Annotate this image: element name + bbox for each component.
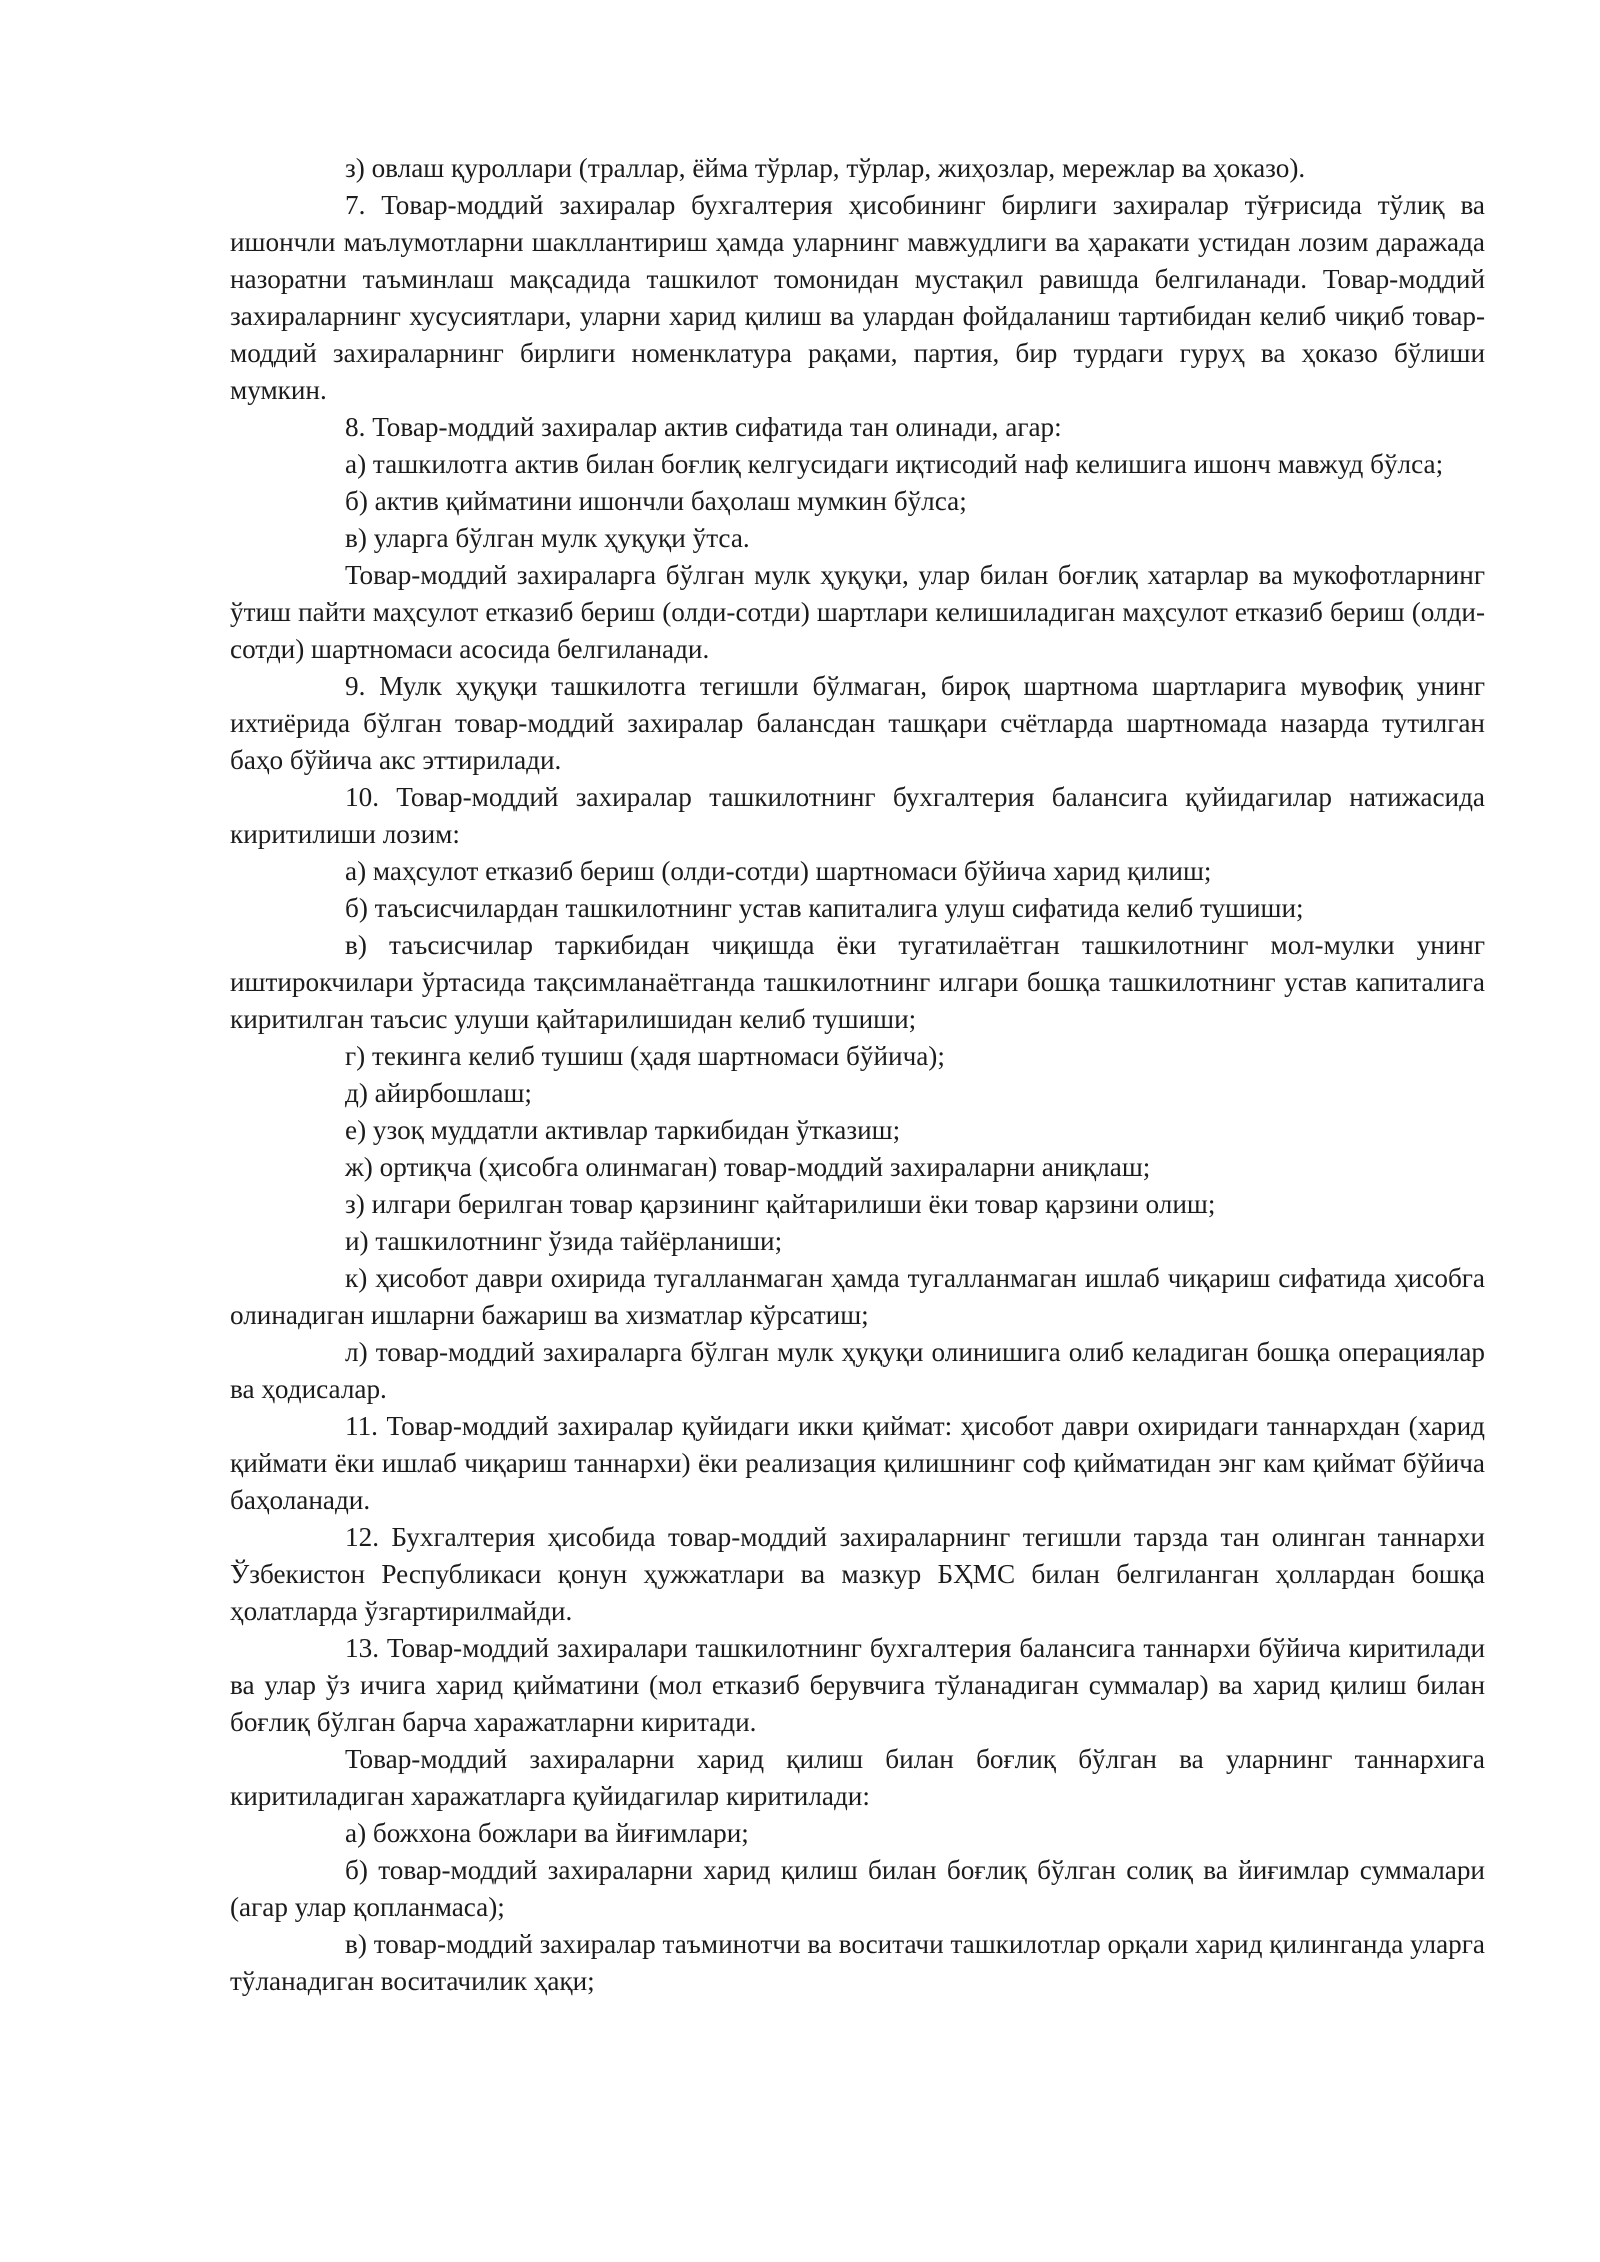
list-item-z-fishing-tools: з) овлаш қуроллари (траллар, ёйма тўрлар, тўрлар, жиҳозлар, мережлар ва ҳоказо). bbox=[345, 153, 1306, 183]
section-10-item-zh: ж) ортиқча (ҳисобга олинмаган) товар-моддий захираларни аниқлаш; bbox=[345, 1152, 1151, 1182]
section-13-paragraph: 13. Товар-моддий захиралари ташкилотнинг бухгалтерия балансига таннархи бўйича киритилади ва улар ўз ичига харид қийматини (мол етказиб берувчига тўланадиган суммалар) ва харид қилиш билан боғлиқ бўлган барча харажатларни киритади. bbox=[230, 1633, 1485, 1737]
section-10-item-z: з) илгари берилган товар қарзининг қайтарилиши ёки товар қарзини олиш; bbox=[345, 1189, 1216, 1219]
section-13-item-a: а) божхона божлари ва йиғимлари; bbox=[345, 1818, 749, 1848]
section-10-item-l: л) товар-моддий захираларга бўлган мулк ҳуқуқи олинишига олиб келадиган бошқа операциялар ва ҳодисалар. bbox=[230, 1337, 1485, 1404]
section-9-paragraph: 9. Мулк ҳуқуқи ташкилотга тегишли бўлмаган, бироқ шартнома шартларига мувофиқ унинг ихтиёрида бўлган товар-моддий захиралар балансдан ташқари счётларда шартномада назарда тутилган баҳо бўйича акс эттирилади. bbox=[230, 671, 1485, 775]
section-10-item-a: а) маҳсулот етказиб бериш (олди-сотди) шартномаси бўйича харид қилиш; bbox=[345, 856, 1212, 886]
section-10-paragraph: 10. Товар-моддий захиралар ташкилотнинг бухгалтерия балансига қуйидагилар натижасида киритилиши лозим: bbox=[230, 782, 1485, 849]
section-8-item-a: а) ташкилотга актив билан боғлиқ келгусидаги иқтисодий наф келишига ишонч мавжуд бўлса; bbox=[345, 449, 1444, 479]
section-10-item-k: к) ҳисобот даври охирида тугалланмаган ҳамда тугалланмаган ишлаб чиқариш сифатида ҳисобга олинадиган ишларни бажариш ва хизматлар кўрсатиш; bbox=[230, 1263, 1485, 1330]
section-8-ownership-paragraph: Товар-моддий захираларга бўлган мулк ҳуқуқи, улар билан боғлиқ хатарлар ва мукофотларнинг ўтиш пайти маҳсулот етказиб бериш (олди-сотди) шартлари келишиладиган маҳсулот етказиб бериш (олди-сотди) шартномаси асосида белгиланади. bbox=[230, 560, 1485, 664]
section-10-item-b: б) таъсисчилардан ташкилотнинг устав капиталига улуш сифатида келиб тушиши; bbox=[345, 893, 1304, 923]
section-10-item-e: е) узоқ муддатли активлар таркибидан ўтказиш; bbox=[345, 1115, 901, 1145]
section-13-costs-paragraph: Товар-моддий захираларни харид қилиш билан боғлиқ бўлган ва уларнинг таннархига киритиладиган харажатларга қуйидагилар киритилади: bbox=[230, 1744, 1485, 1811]
section-7-paragraph: 7. Товар-моддий захиралар бухгалтерия ҳисобининг бирлиги захиралар тўғрисида тўлиқ ва ишончли маълумотларни шакллантириш ҳамда уларнинг мавжудлиги ва ҳаракати устидан лозим даражада назоратни таъминлаш мақсадида ташкилот томонидан мустақил равишда белгиланади. Товар-моддий захираларнинг хусусиятлари, уларни харид қилиш ва улардан фойдаланиш тартибидан келиб чиқиб товар-моддий захираларнинг бирлиги номенклатура рақами, партия, бир турдаги гуруҳ ва ҳоказо бўлиши мумкин. bbox=[230, 190, 1485, 405]
section-8-item-v: в) уларга бўлган мулк ҳуқуқи ўтса. bbox=[345, 523, 750, 553]
section-11-paragraph: 11. Товар-моддий захиралар қуйидаги икки қиймат: ҳисобот даври охиридаги таннархдан (харид қиймати ёки ишлаб чиқариш таннархи) ёки реализация қилишнинг соф қийматидан энг кам қиймат бўйича баҳоланади. bbox=[230, 1411, 1485, 1515]
section-8-item-b: б) актив қийматини ишончли баҳолаш мумкин бўлса; bbox=[345, 486, 967, 516]
section-10-item-i: и) ташкилотнинг ўзида тайёрланиши; bbox=[345, 1226, 783, 1256]
section-10-item-v: в) таъсисчилар таркибидан чиқишда ёки тугатилаётган ташкилотнинг мол-мулки унинг иштирокчилари ўртасида тақсимланаётганда ташкилотнинг илгари бошқа ташкилотнинг устав капиталига киритилган таъсис улуши қайтарилишидан келиб тушиши; bbox=[230, 930, 1485, 1034]
section-10-item-g: г) текинга келиб тушиш (ҳадя шартномаси бўйича); bbox=[345, 1041, 945, 1071]
section-13-item-v: в) товар-моддий захиралар таъминотчи ва воситачи ташкилотлар орқали харид қилинганда уларга тўланадиган воситачилик ҳақи; bbox=[230, 1929, 1485, 1996]
section-8-paragraph: 8. Товар-моддий захиралар актив сифатида тан олинади, агар: bbox=[345, 412, 1062, 442]
section-13-item-b: б) товар-моддий захираларни харид қилиш билан боғлиқ бўлган солиқ ва йиғимлар суммалари (агар улар қопланмаса); bbox=[230, 1855, 1485, 1922]
section-12-paragraph: 12. Бухгалтерия ҳисобида товар-моддий захираларнинг тегишли тарзда тан олинган таннархи Ўзбекистон Республикаси қонун ҳужжатлари ва мазкур БҲМС билан белгиланган ҳоллардан бошқа ҳолатларда ўзгартирилмайди. bbox=[230, 1522, 1485, 1626]
document-page bbox=[230, 150, 1485, 2000]
section-10-item-d: д) айирбошлаш; bbox=[345, 1078, 532, 1108]
